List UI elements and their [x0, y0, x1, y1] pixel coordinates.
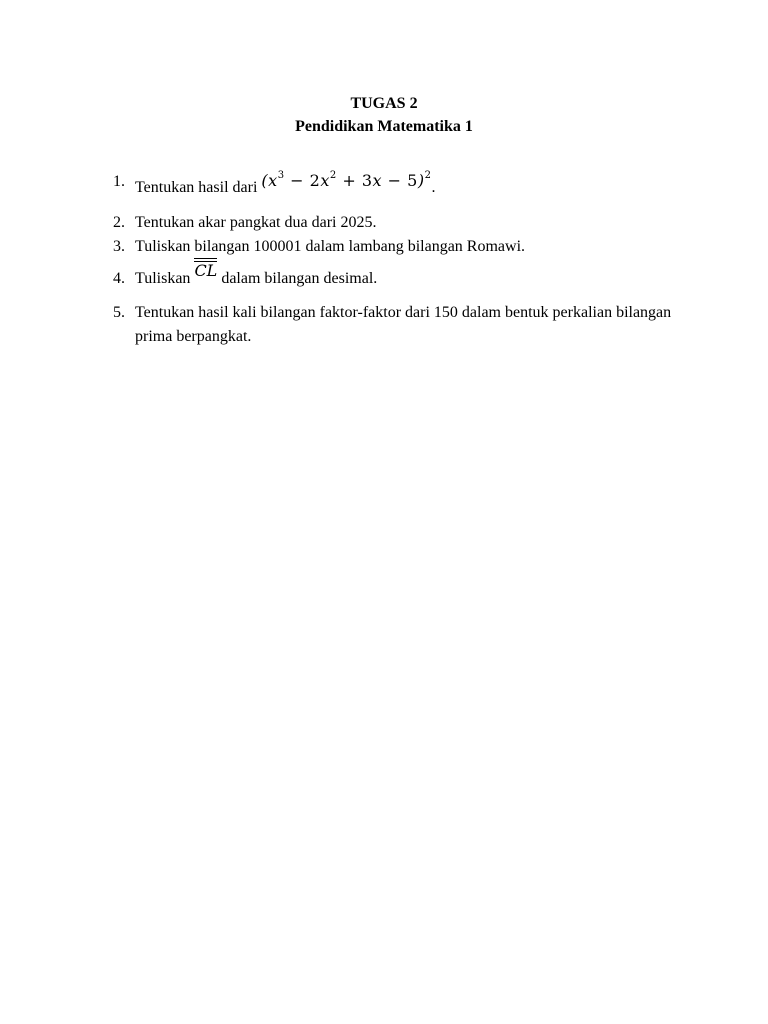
item-text-end: dalam bilangan desimal. [217, 270, 378, 287]
list-item [113, 170, 673, 200]
list-item [113, 301, 673, 349]
math-expression: $(x^3 - 2x^2 + 3x - 5)^2$ [261, 170, 432, 190]
title-block [0, 92, 768, 138]
list-item [113, 211, 673, 235]
item-number: 3. [113, 238, 125, 255]
roman-numeral-overline: CL [194, 261, 218, 280]
list-item [113, 235, 673, 259]
item-number: 5. [113, 304, 125, 321]
item-text: Tentukan akar pangkat dua dari 2025. [135, 214, 377, 231]
item-text: Tentukan hasil dari [135, 179, 262, 196]
item-number: 4. [113, 270, 125, 287]
item-text: Tuliskan [135, 270, 195, 287]
document-title: TUGAS 2 [350, 95, 418, 112]
item-text-end: . [431, 179, 436, 196]
item-text: Tuliskan bilangan 100001 dalam lambang bilangan Romawi. [135, 238, 526, 255]
question-list [113, 170, 673, 349]
list-item [113, 261, 673, 291]
item-text: Tentukan hasil kali bilangan faktor-faktor dari 150 dalam bentuk perkalian bilangan prima berpangkat. [135, 304, 672, 345]
document-subtitle: Pendidikan Matematika 1 [295, 118, 473, 135]
item-number: 1. [113, 173, 125, 190]
item-number: 2. [113, 214, 125, 231]
